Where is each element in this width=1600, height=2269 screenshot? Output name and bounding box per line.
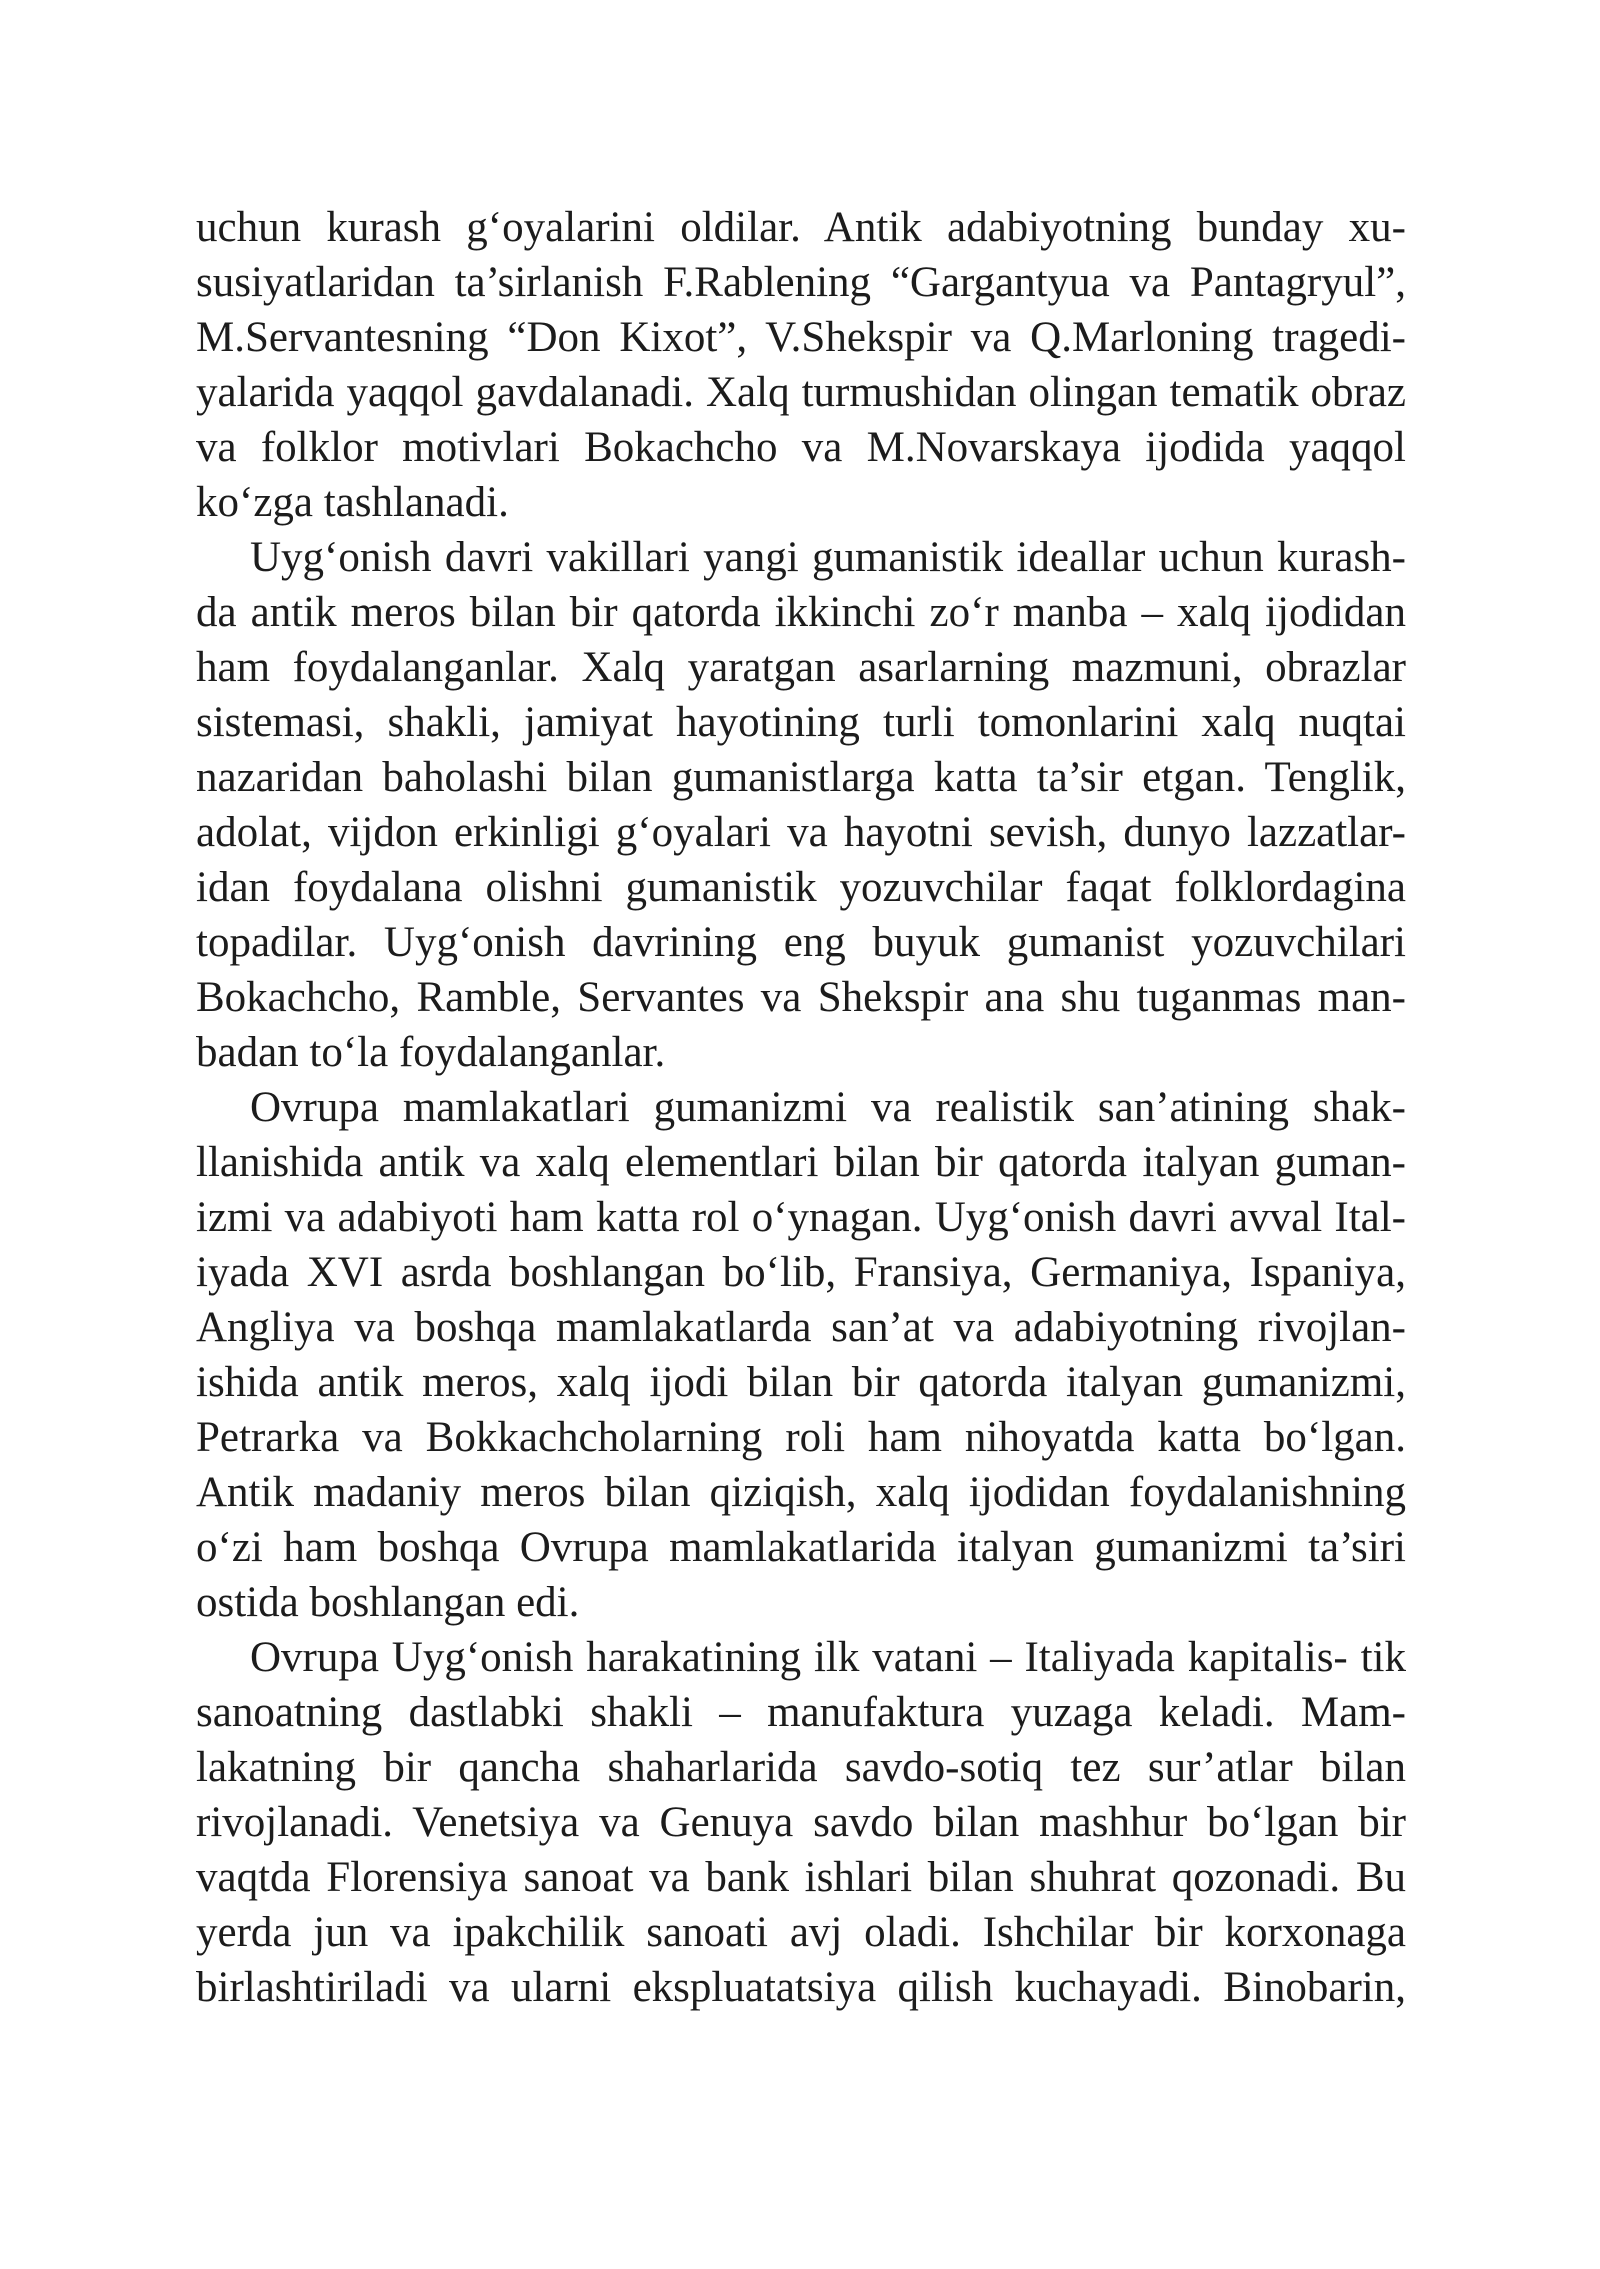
text-line: yalarida yaqqol gavdalanadi. Xalq turmushidan olingan tematik obraz (196, 369, 1406, 416)
text-line: Bokachcho, Ramble, Servantes va Shekspir ana shu tuganmas man- (196, 974, 1406, 1021)
text-line: rivojlanadi. Venetsiya va Genuya savdo bilan mashhur bo‘lgan bir (196, 1799, 1406, 1846)
text-line: badan to‘la foydalanganlar. (196, 1029, 666, 1076)
text-line: Angliya va boshqa mamlakatlarda san’at va adabiyotning rivojlan- (196, 1304, 1406, 1351)
text-line: yerda jun va ipakchilik sanoati avj oladi. Ishchilar bir korxonaga (196, 1909, 1406, 1956)
text-line: izmi va adabiyoti ham katta rol o‘ynagan. Uyg‘onish davri avval Ital- (196, 1194, 1406, 1241)
text-line: o‘zi ham boshqa Ovrupa mamlakatlarida italyan gumanizmi ta’siri (196, 1524, 1406, 1571)
paragraph (196, 1080, 1406, 1630)
text-line: susiyatlaridan ta’sirlanish F.Rablening “Gargantyua va Pantagryul”, (196, 259, 1406, 306)
text-line: nazaridan baholashi bilan gumanistlarga katta ta’sir etgan. Tenglik, (196, 754, 1406, 801)
text-line: ishida antik meros, xalq ijodi bilan bir qatorda italyan gumanizmi, (196, 1359, 1406, 1406)
paragraph (196, 200, 1406, 530)
text-line: Ovrupa mamlakatlari gumanizmi va realistik san’atining shak- (250, 1084, 1406, 1131)
body-text (196, 200, 1406, 2015)
text-line: llanishida antik va xalq elementlari bilan bir qatorda italyan guman- (196, 1139, 1406, 1186)
text-line: sistemasi, shakli, jamiyat hayotining turli tomonlarini xalq nuqtai (196, 699, 1406, 746)
text-line: Uyg‘onish davri vakillari yangi gumanistik ideallar uchun kurash- (250, 534, 1406, 581)
text-line: Antik madaniy meros bilan qiziqish, xalq ijodidan foydalanishning (196, 1469, 1406, 1516)
text-line: ham foydalanganlar. Xalq yaratgan asarlarning mazmuni, obrazlar (196, 644, 1406, 691)
text-line: ostida boshlangan edi. (196, 1579, 580, 1626)
text-line: ko‘zga tashlanadi. (196, 479, 509, 526)
text-line: da antik meros bilan bir qatorda ikkinchi zo‘r manba – xalq ijodidan (196, 589, 1406, 636)
text-line: va folklor motivlari Bokachcho va M.Novarskaya ijodida yaqqol (196, 424, 1406, 471)
text-line: uchun kurash g‘oyalarini oldilar. Antik adabiyotning bunday xu- (196, 204, 1406, 251)
text-line: Petrarka va Bokkachcholarning roli ham nihoyatda katta bo‘lgan. (196, 1414, 1406, 1461)
text-line: vaqtda Florensiya sanoat va bank ishlari bilan shuhrat qozonadi. Bu (196, 1854, 1406, 1901)
text-line: topadilar. Uyg‘onish davrining eng buyuk gumanist yozuvchilari (196, 919, 1406, 966)
text-line: Ovrupa Uyg‘onish harakatining ilk vatani – Italiyada kapitalis- tik (250, 1634, 1406, 1681)
text-line: adolat, vijdon erkinligi g‘oyalari va hayotni sevish, dunyo lazzatlar- (196, 809, 1406, 856)
text-line: birlashtiriladi va ularni ekspluatatsiya qilish kuchayadi. Binobarin, (196, 1964, 1406, 2011)
text-line: sanoatning dastlabki shakli – manufaktura yuzaga keladi. Mam- (196, 1689, 1406, 1736)
paragraph (196, 1630, 1406, 2015)
text-line: idan foydalana olishni gumanistik yozuvchilar faqat folklordagina (196, 864, 1406, 911)
paragraph (196, 530, 1406, 1080)
text-line: lakatning bir qancha shaharlarida savdo-sotiq tez sur’atlar bilan (196, 1744, 1406, 1791)
text-line: iyada XVI asrda boshlangan bo‘lib, Fransiya, Germaniya, Ispaniya, (196, 1249, 1406, 1296)
text-line: M.Servantesning “Don Kixot”, V.Shekspir va Q.Marloning tragedi- (196, 314, 1406, 361)
